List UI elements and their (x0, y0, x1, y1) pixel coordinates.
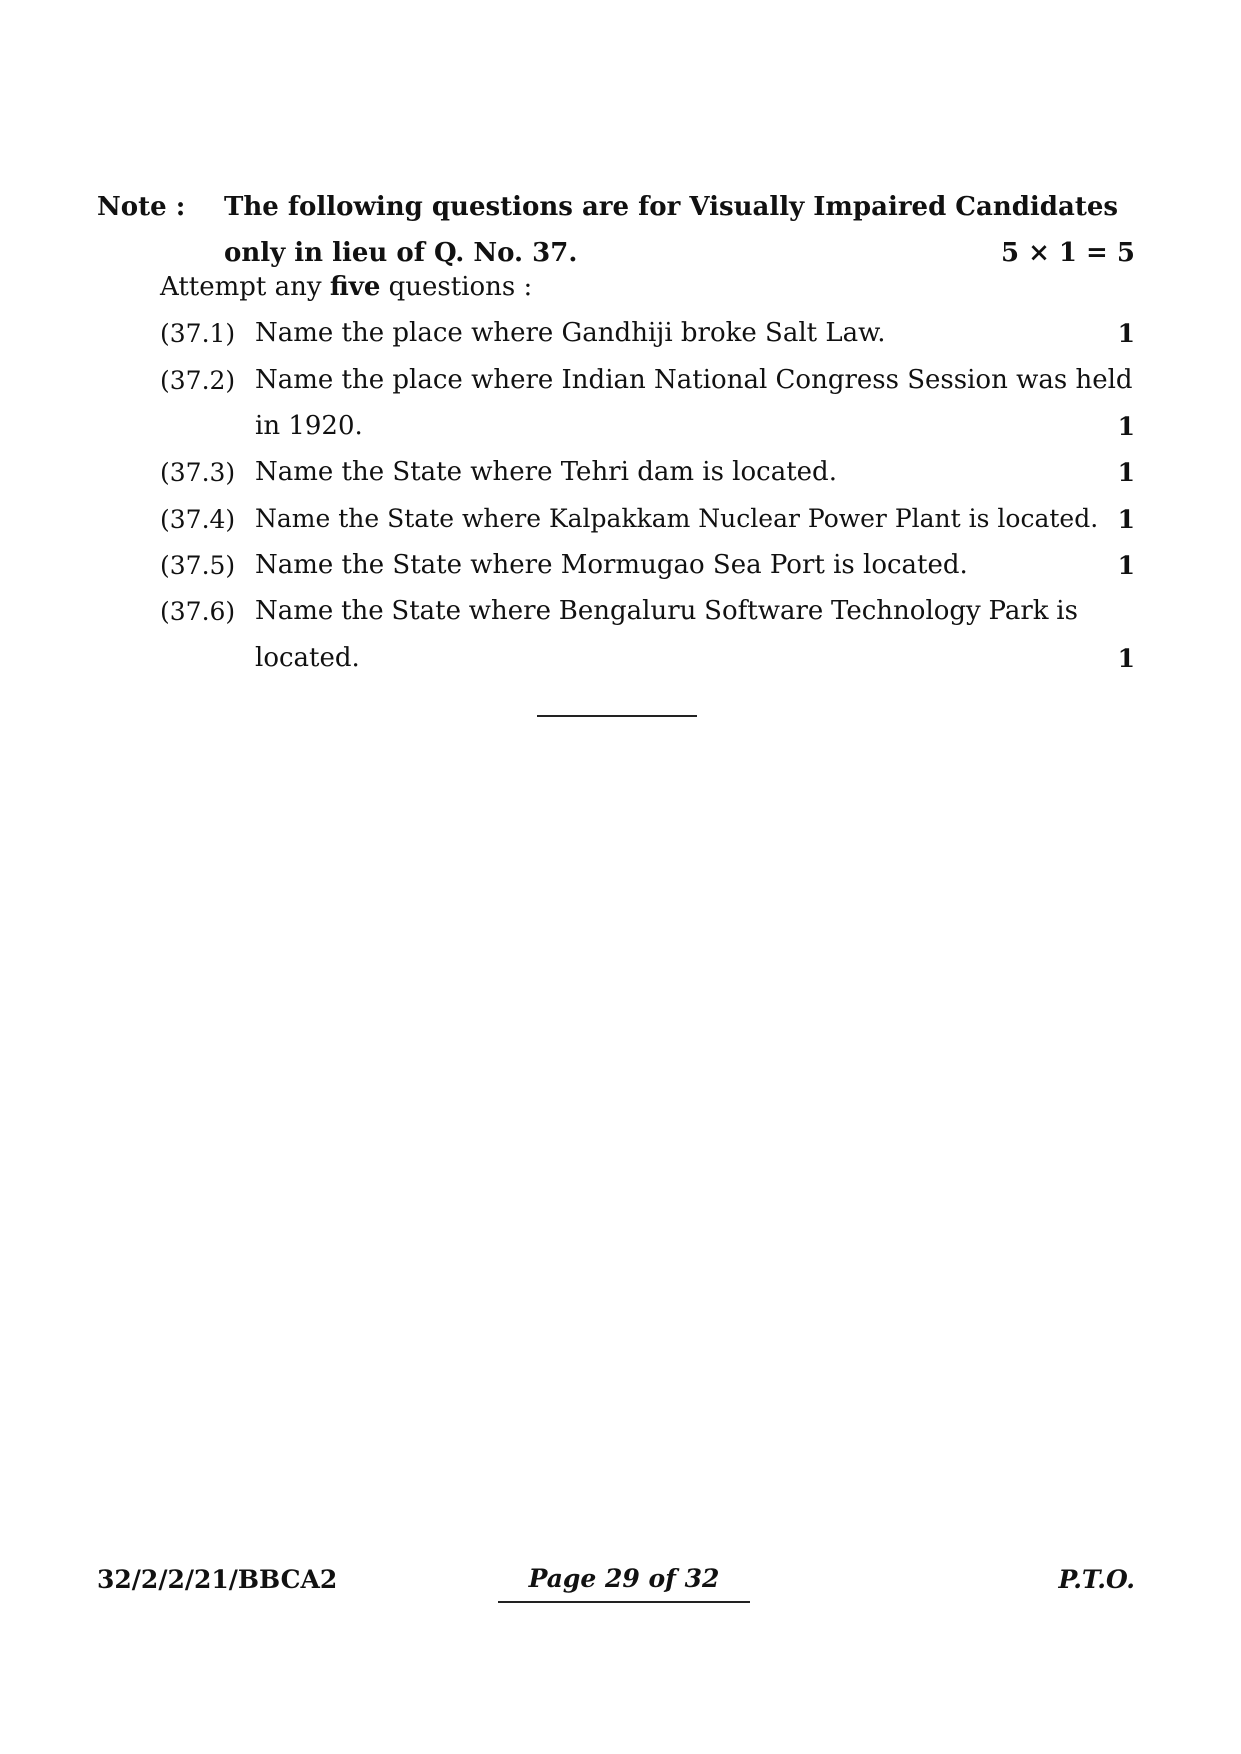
instruction (160, 272, 532, 302)
question-text: Name the State where Tehri dam is located. (255, 457, 837, 487)
question-number: (37.5) (160, 551, 236, 580)
word: is (1056, 596, 1078, 626)
page-number: Page 29 of 32 (528, 1564, 720, 1593)
question-text-line-2: in 1920. (255, 411, 363, 441)
question-marks: 1 (1117, 551, 1135, 580)
question-text: Name the State where Mormugao Sea Port is located. (255, 550, 968, 580)
page-number-underline (498, 1601, 750, 1603)
question-marks: 1 (1117, 412, 1135, 441)
end-divider (537, 715, 697, 717)
question-number: (37.3) (160, 458, 236, 487)
word: Technology (831, 596, 981, 626)
question-marks: 1 (1117, 644, 1135, 673)
question-text: Name the place where Gandhiji broke Salt Law. (255, 318, 886, 348)
word: the (341, 596, 384, 626)
word: Name (255, 596, 334, 626)
word: Bengaluru (558, 596, 697, 626)
word: where (468, 596, 551, 626)
question-number: (37.1) (160, 319, 236, 348)
question-number: (37.6) (160, 597, 236, 626)
question-text: Name the State where Kalpakkam Nuclear Power Plant is located. (255, 504, 1099, 533)
paper-code: 32/2/2/21/BBCA2 (97, 1565, 338, 1594)
question-marks: 1 (1117, 319, 1135, 348)
instruction-bold: five (329, 272, 381, 302)
note-line-2: only in lieu of Q. No. 37. (224, 238, 578, 268)
pto-label: P.T.O. (1058, 1565, 1135, 1594)
instruction-prefix: Attempt any (160, 272, 330, 302)
word: Software (704, 596, 824, 626)
question-number: (37.2) (160, 366, 236, 395)
question-text-line-1: Name the place where Indian National Congress Session was held (255, 365, 1133, 395)
note-label: Note : (97, 192, 186, 222)
question-text-line-1 (255, 596, 1078, 626)
question-text-line-2: located. (255, 643, 360, 673)
question-number: (37.4) (160, 505, 236, 534)
note-line-1: The following questions are for Visually Impaired Candidates (224, 192, 1119, 222)
instruction-suffix: questions : (380, 272, 533, 302)
marks-formula: 5 × 1 = 5 (1000, 238, 1135, 268)
question-marks: 1 (1117, 505, 1135, 534)
question-marks: 1 (1117, 458, 1135, 487)
word: State (391, 596, 462, 626)
word: Park (988, 596, 1049, 626)
